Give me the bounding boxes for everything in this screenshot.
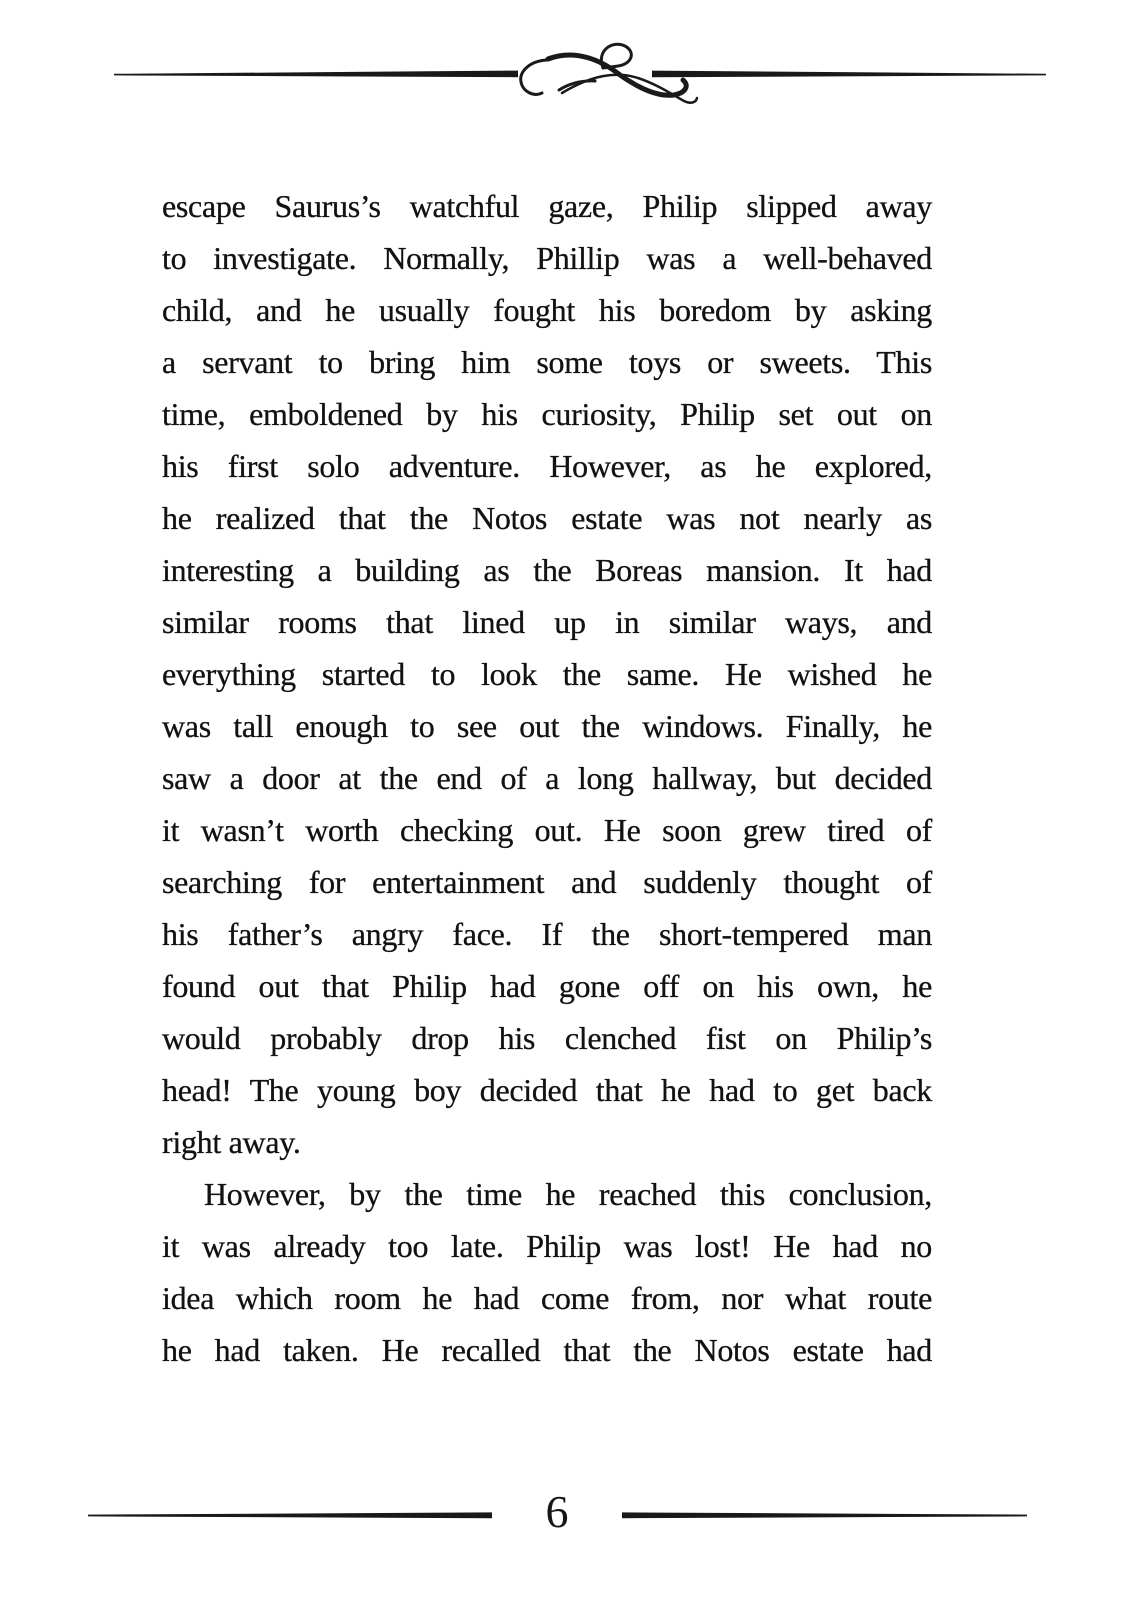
text-line: interesting a building as the Boreas mansion. It had bbox=[162, 552, 932, 588]
text-line: his father’s angry face. If the short-tempered man bbox=[162, 916, 932, 952]
text-line: head! The young boy decided that he had to get back bbox=[162, 1072, 932, 1108]
text-line: similar rooms that lined up in similar ways, and bbox=[162, 604, 932, 640]
header-flourish-ornament bbox=[100, 35, 1050, 115]
text-line: right away. bbox=[162, 1124, 301, 1160]
text-line: everything started to look the same. He wished he bbox=[162, 656, 932, 692]
text-line: would probably drop his clenched fist on Philip’s bbox=[162, 1020, 932, 1056]
text-line: child, and he usually fought his boredom by asking bbox=[162, 292, 932, 328]
footer-rule-right bbox=[622, 1512, 1027, 1518]
text-line: escape Saurus’s watchful gaze, Philip slipped away bbox=[162, 188, 932, 224]
page-body bbox=[162, 180, 932, 1376]
text-line: saw a door at the end of a long hallway, but decided bbox=[162, 760, 932, 796]
page-number: 6 bbox=[545, 1486, 569, 1537]
text-line: it was already too late. Philip was lost! He had no bbox=[162, 1228, 932, 1264]
text-line: searching for entertainment and suddenly thought of bbox=[162, 864, 932, 900]
text-line: time, emboldened by his curiosity, Philip set out on bbox=[162, 396, 932, 432]
text-line: However, by the time he reached this conclusion, bbox=[204, 1176, 932, 1212]
text-line: was tall enough to see out the windows. Finally, he bbox=[162, 708, 932, 744]
text-line: idea which room he had come from, nor what route bbox=[162, 1280, 932, 1316]
text-line: it wasn’t worth checking out. He soon grew tired of bbox=[162, 812, 932, 848]
text-line: a servant to bring him some toys or sweets. This bbox=[162, 344, 932, 380]
text-line: he realized that the Notos estate was not nearly as bbox=[162, 500, 932, 536]
header-rule-right bbox=[652, 71, 1046, 78]
text-line: he had taken. He recalled that the Notos estate had bbox=[162, 1332, 932, 1368]
text-line: to investigate. Normally, Phillip was a well-behaved bbox=[162, 240, 932, 276]
text-line: found out that Philip had gone off on his own, he bbox=[162, 968, 932, 1004]
text-line: his first solo adventure. However, as he explored, bbox=[162, 448, 932, 484]
footer-rule-left bbox=[88, 1512, 492, 1518]
header-rule-left bbox=[114, 71, 518, 78]
